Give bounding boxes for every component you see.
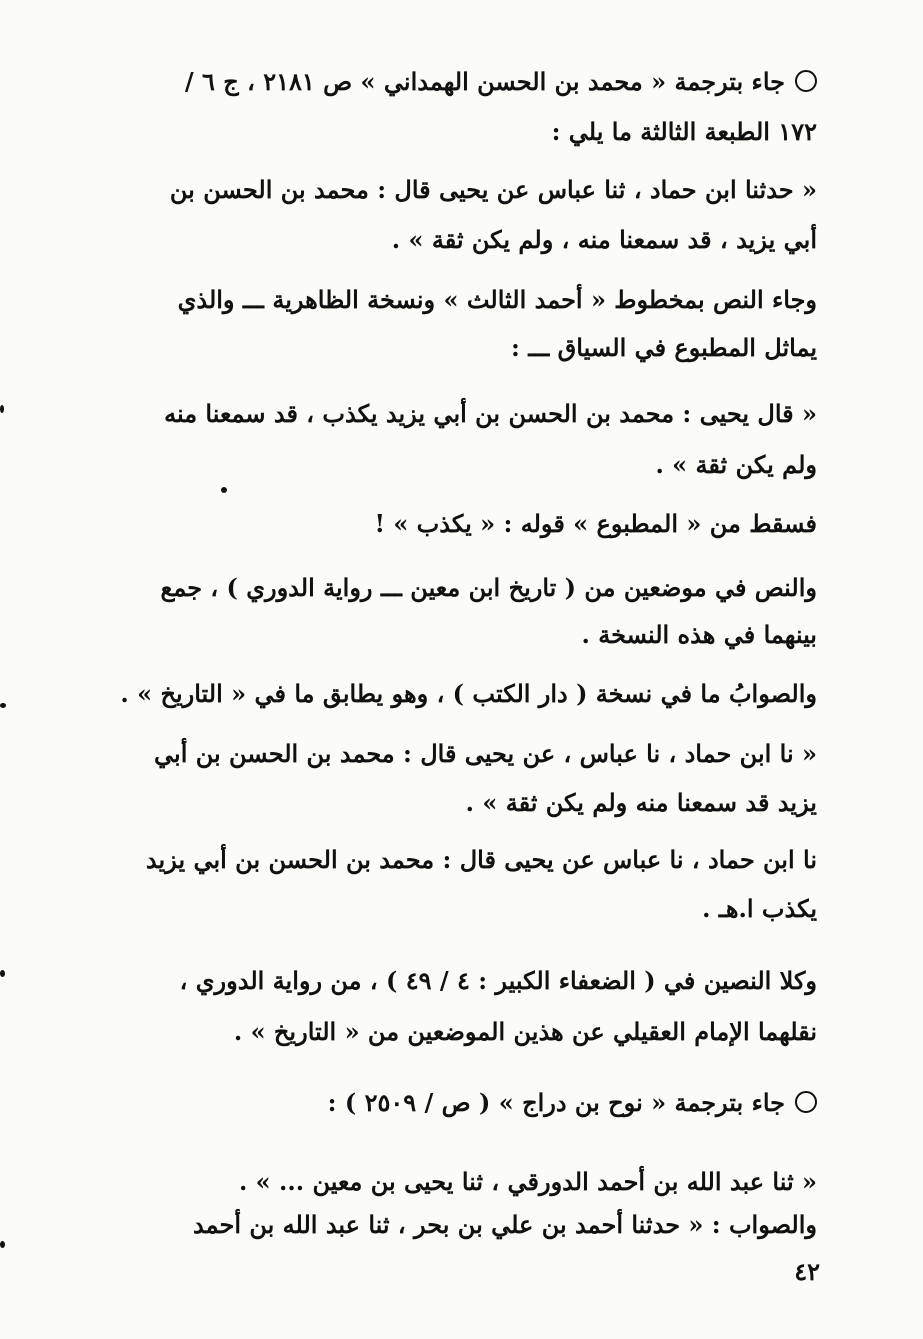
scan-edge-mark [0,1241,5,1248]
text-line-20: « ثنا عبد الله بن أحمد الدورقي ، ثنا يحيى بن معين ... » . [238,1167,817,1196]
text-line-13: « نا ابن حماد ، نا عباس ، عن يحيى قال : محمد بن الحسن بن أبي [154,739,817,768]
text-line-15: نا ابن حماد ، نا عباس عن يحيى قال : محمد بن الحسن بن أبي يزيد [145,845,817,874]
text-line-16: يكذب ا.هـ . [702,894,817,923]
text-line-4: أبي يزيد ، قد سمعنا منه ، ولم يكن ثقة » . [391,225,817,254]
text-line-12: والصوابُ ما في نسخة ( دار الكتب ) ، وهو يطابق ما في « التاريخ » . [120,679,817,708]
text-line-21: والصواب : « حدثنا أحمد بن علي بن بحر ، ثنا عبد الله بن أحمد [193,1210,817,1239]
text-line-9: فسقط من « المطبوع » قوله : « يكذب » ! [374,509,817,538]
text-line-6: يماثل المطبوع في السياق ـــ : [511,333,817,362]
text-line-14: يزيد قد سمعنا منه ولم يكن ثقة » . [465,788,817,817]
text-line-19: جاء بترجمة « نوح بن دراج » ( ص / ٢٥٠٩ ) : [0,1083,923,1123]
text-line-2: ١٧٢ الطبعة الثالثة ما يلي : [551,117,817,146]
text-line-10: والنص في موضعين من ( تاريخ ابن معين ـــ رواية الدوري ) ، جمع [160,573,817,602]
circle-bullet-icon [795,1091,817,1113]
text-line-11: بينهما في هذه النسخة . [581,620,817,649]
text-line-1: جاء بترجمة « محمد بن الحسن الهمداني » ص ٢١٨١ ، ج ٦ / [0,62,923,102]
text-line-5: وجاء النص بمخطوط « أحمد الثالث » ونسخة الظاهرية ـــ والذي [177,285,817,314]
page-number: ٤٢ [794,1257,820,1286]
text-line-3: « حدثنا ابن حماد ، ثنا عباس عن يحيى قال : محمد بن الحسن بن [169,175,817,204]
text-line-17: وكلا النصين في ( الضعفاء الكبير : ٤ / ٤٩ ) ، من رواية الدوري ، [179,966,817,995]
text-line-18: نقلهما الإمام العقيلي عن هذين الموضعين من « التاريخ » . [233,1017,817,1046]
scan-edge-mark [0,405,4,413]
scan-edge-mark [0,970,5,977]
text-line-7: « قال يحيى : محمد بن الحسن بن أبي يزيد يكذب ، قد سمعنا منه [164,399,817,428]
scan-edge-mark [0,703,6,708]
ink-speck [221,487,227,493]
text-line-8: ولم يكن ثقة » . [655,450,817,479]
circle-bullet-icon [795,70,817,92]
